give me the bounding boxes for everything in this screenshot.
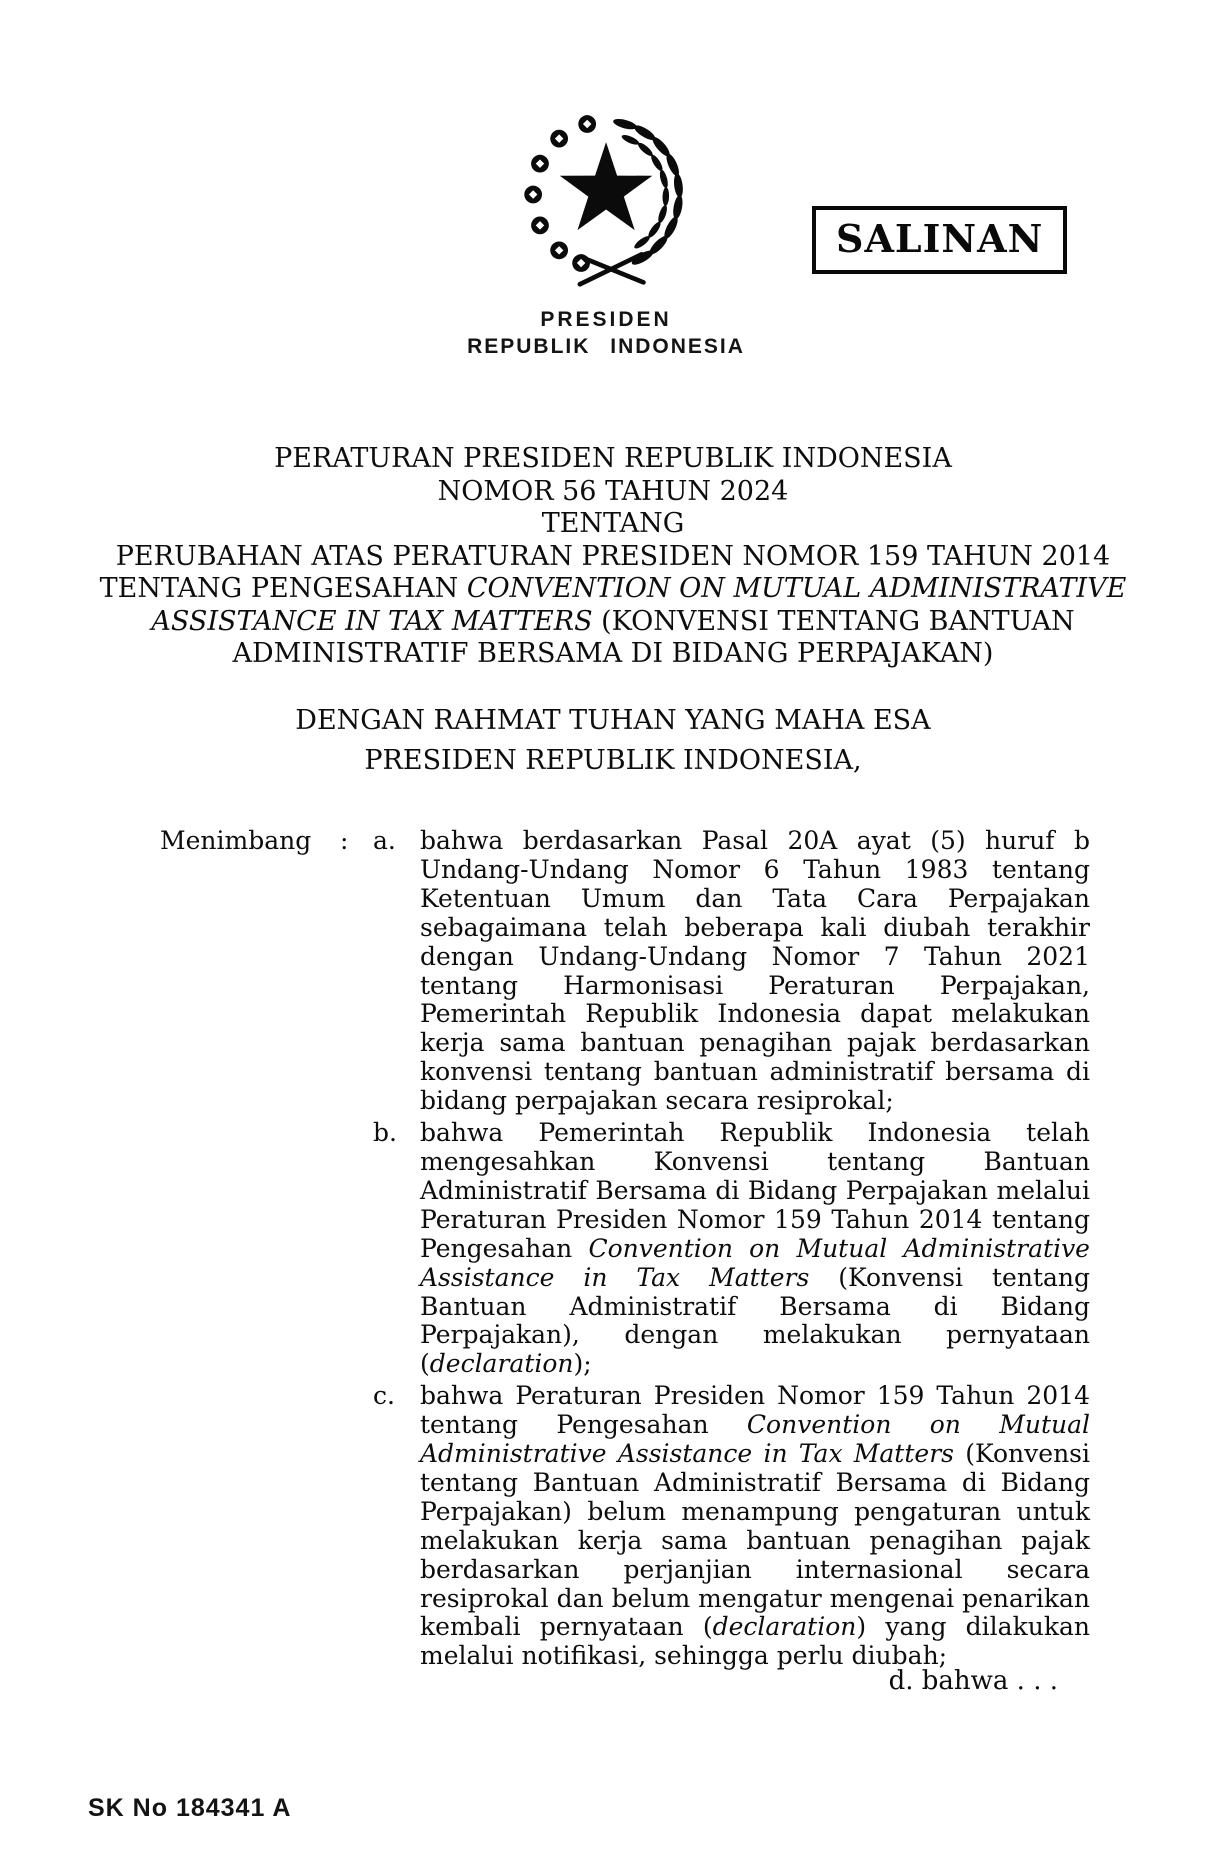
- preamble-invocation: DENGAN RAHMAT TUHAN YANG MAHA ESA: [295, 705, 931, 736]
- preamble-enacting-authority: PRESIDEN REPUBLIK INDONESIA,: [364, 745, 862, 776]
- consideration-text-b: bahwa Pemerintah Republik Indonesia telah mengesahkan Konvensi tentang Bantuan Administratif Bersama di Bidang Perpajakan melalui Peraturan Presiden Nomor 159 Tahun 2014 tentang Pengesahan Convention on Mutual Administrative Assistance in Tax Matters (Konvensi tentang Bantuan Administratif Bersama di Bidang Perpajakan), dengan melakukan pernyataan (declaration);: [420, 1118, 1091, 1379]
- consideration-text-c: bahwa Peraturan Presiden Nomor 159 Tahun 2014 tentang Pengesahan Convention on Mutual Administrative Assistance in Tax Matters (Konvensi tentang Bantuan Administratif Bersama di Bidang Perpajakan) belum menampung pengaturan untuk melakukan kerja sama bantuan penagihan pajak berdasarkan perjanjian internasional secara resiprokal dan belum mengatur mengenai penarikan kembali pernyataan (declaration) yang dilakukan melalui notifikasi, sehingga perlu diubah;: [420, 1381, 1090, 1671]
- consideration-text-a: bahwa berdasarkan Pasal 20A ayat (5) huruf b Undang-Undang Nomor 6 Tahun 1983 tentang Ketentuan Umum dan Tata Cara Perpajakan sebagaimana telah beberapa kali diubah terakhir dengan Undang-Undang Nomor 7 Tahun 2021 tentang Harmonisasi Peraturan Perpajakan, Pemerintah Republik Indonesia dapat melakukan kerja sama bantuan penagihan pajak berdasarkan konvensi tentang bantuan administratif bersama di bidang perpajakan secara resiprokal;: [420, 826, 1090, 1116]
- title-line-tentang: TENTANG: [541, 508, 685, 539]
- consideration-list: [354, 827, 1090, 1671]
- title-line-nomor: NOMOR 56 TAHUN 2024: [437, 475, 789, 507]
- page-catchword: d. bahwa . . .: [888, 1666, 1058, 1696]
- menimbang-label: Menimbang: [160, 826, 312, 855]
- title-subject-line-3: ASSISTANCE IN TAX MATTERS (KONVENSI TENTANG BANTUAN: [151, 605, 1075, 637]
- wreath-stems: [580, 254, 644, 284]
- title-subject-line-4: ADMINISTRATIF BERSAMA DI BIDANG PERPAJAKAN): [232, 638, 994, 669]
- title-line-peraturan: PERATURAN PRESIDEN REPUBLIK INDONESIA: [274, 443, 952, 474]
- letterhead-republik-indonesia: REPUBLIK INDONESIA: [467, 335, 745, 358]
- consideration-item-c: [354, 1382, 1090, 1671]
- consideration-marker-b: b.: [373, 1118, 397, 1148]
- letterhead-presiden: PRESIDEN: [540, 308, 672, 331]
- menimbang-colon: :: [340, 826, 349, 855]
- consideration-item-a: [354, 827, 1090, 1116]
- print-code: SK No 184341 A: [88, 1794, 292, 1822]
- regulation-title: [0, 443, 1226, 671]
- consideration-marker-a: a.: [373, 826, 396, 855]
- title-subject-line-2: TENTANG PENGESAHAN CONVENTION ON MUTUAL ADMINISTRATIVE: [99, 573, 1127, 604]
- preamble: [0, 701, 1226, 781]
- letterhead: [467, 108, 745, 359]
- consideration-marker-c: c.: [373, 1381, 395, 1411]
- title-subject-line-1: PERUBAHAN ATAS PERATURAN PRESIDEN NOMOR 159 TAHUN 2014: [115, 540, 1111, 572]
- consideration-item-b: [354, 1119, 1090, 1379]
- considerations-section: [160, 827, 1090, 1671]
- salinan-stamp: SALINAN: [812, 206, 1067, 274]
- presidential-star-wreath-emblem: [520, 108, 692, 296]
